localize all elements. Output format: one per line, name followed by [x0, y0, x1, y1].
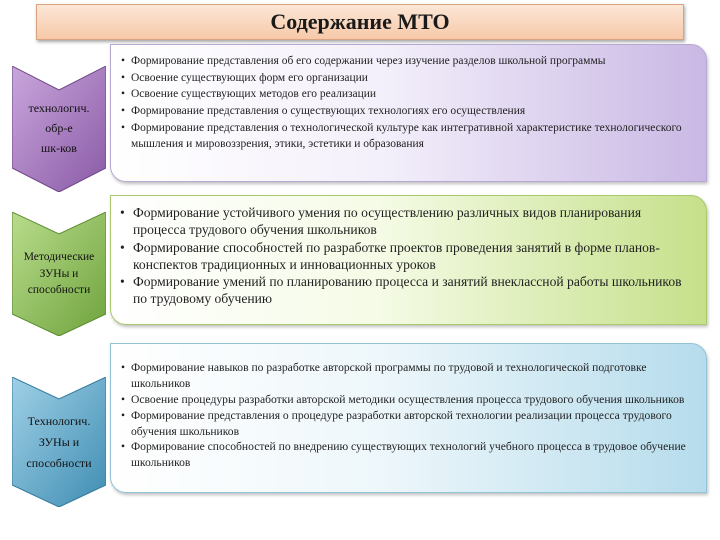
chevron-label-1	[12, 66, 106, 192]
bullet-item: • Формирование навыков по разработке авторской программы по трудовой и технологической подготовке школьников	[131, 360, 692, 392]
bullet-item: • Формирование представления об его содержании через изучение разделов школьной программы	[131, 53, 692, 70]
chevron-label-line: технологич.	[28, 101, 90, 116]
chevron-label-line: Технологич.	[27, 413, 91, 428]
chevron-label-2	[12, 212, 106, 336]
chevron-label-line: шк-ков	[41, 140, 77, 155]
bullet-item: • Формирование способностей по внедрению существующих технологий учебного процесса в трудовое обучение школьников	[131, 439, 692, 471]
bullet-list-2	[133, 204, 696, 308]
bullet-item: • Формирование устойчивого умения по осуществлению различных видов планирования процесса трудового обучения школьников	[133, 204, 696, 239]
chevron-label-line: способности	[27, 284, 91, 297]
panel-methodical-skills	[110, 195, 707, 325]
slide-title: Содержание МТО	[36, 4, 684, 40]
chevron-technological-education	[12, 66, 106, 192]
chevron-label-line: способности	[26, 455, 92, 470]
chevron-label-line: обр-е	[45, 121, 73, 136]
bullet-item: • Формирование представления о технологической культуре как интегративной характеристике технологического мышления и мировоззрения, этики, эстетики и образования	[131, 120, 692, 153]
chevron-label-line: Методические	[23, 250, 95, 263]
bullet-item: • Формирование способностей по разработке проектов проведения занятий в форме планов-конспектов традиционных и инновационных уроков	[133, 239, 696, 274]
bullet-item: • Формирование представления о существующих технологиях его осуществления	[131, 103, 692, 120]
bullet-item: • Освоение существующих форм его организации	[131, 70, 692, 87]
chevron-label-line: ЗУНы и	[38, 434, 80, 449]
bullet-item: • Освоение процедуры разработки авторской методики осуществления процесса трудового обучения школьников	[131, 392, 692, 408]
chevron-label-3	[12, 377, 106, 507]
panel-technological-education	[110, 44, 707, 182]
bullet-item: • Формирование представления о процедуре разработки авторской технологии реализации процесса трудового обучения школьников	[131, 408, 692, 440]
bullet-item: • Формирование умений по планированию процесса и занятий внеклассной работы школьников по трудовому обучению	[133, 273, 696, 308]
chevron-technological-skills	[12, 377, 106, 507]
bullet-list-3	[131, 360, 692, 471]
chevron-label-line: ЗУНы и	[39, 267, 79, 280]
bullet-list-1	[131, 53, 692, 153]
bullet-item: • Освоение существующих методов его реализации	[131, 86, 692, 103]
chevron-methodical-skills	[12, 212, 106, 336]
panel-technological-skills	[110, 343, 707, 493]
